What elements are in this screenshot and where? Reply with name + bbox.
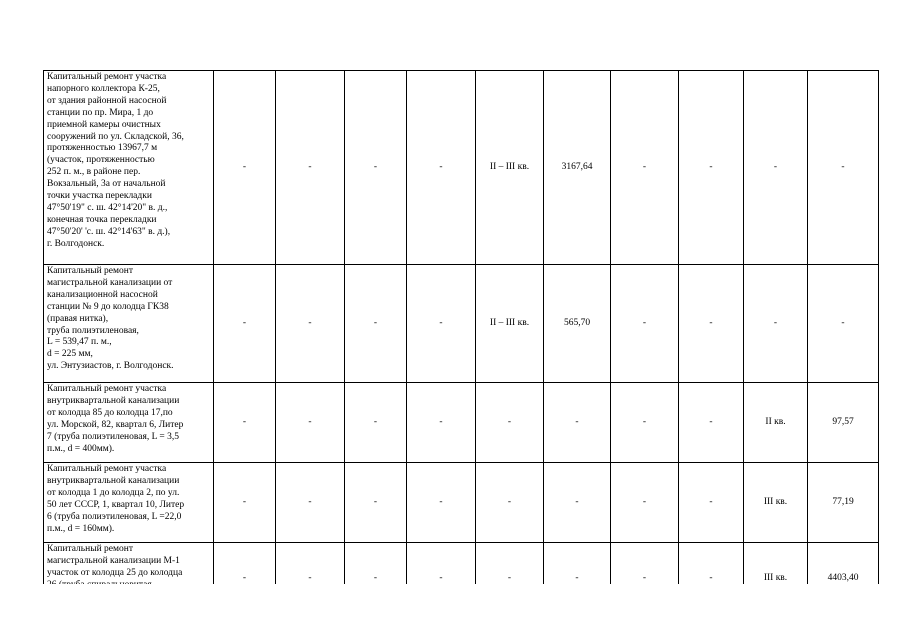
value-cell: 565,70 (544, 265, 611, 383)
description-line: Капитальный ремонт участка (47, 464, 167, 474)
description-line: Капитальный ремонт участка (47, 72, 167, 82)
description-line: L = 539,47 п. м., (47, 337, 112, 348)
value-cell: - (808, 71, 879, 265)
description-line: п.м., d = 160мм). (47, 523, 115, 534)
value-cell: - (214, 383, 276, 463)
table-row (44, 71, 879, 265)
description-line: г. Волгодонск. (47, 238, 105, 249)
value-cell: - (407, 383, 476, 463)
value-cell: - (611, 383, 679, 463)
table-row (44, 463, 879, 543)
description-line: 252 п. м., в районе пер. (47, 167, 141, 178)
value-cell: - (744, 71, 808, 265)
value-cell: - (276, 543, 345, 616)
value-cell: - (345, 463, 407, 543)
description-line: (правая нитка), (47, 313, 109, 324)
value-cell: - (476, 543, 544, 616)
value-cell: - (214, 543, 276, 616)
work-description-cell (44, 383, 214, 463)
value-cell: - (345, 265, 407, 383)
value-cell: - (611, 463, 679, 543)
page-bottom-margin (0, 584, 905, 640)
description-line: 6 (труба полиэтиленовая, L =22,0 (47, 511, 182, 522)
description-line: 47°50'20' 'с. ш. 42°14'63" в. д.), (47, 226, 171, 237)
value-cell: - (407, 463, 476, 543)
description-line: конечная точка перекладки (47, 214, 157, 225)
value-cell: - (276, 265, 345, 383)
value-cell: - (214, 463, 276, 543)
value-cell: - (345, 543, 407, 616)
description-line: ул. Энтузиастов, г. Волгодонск. (47, 361, 174, 372)
description-line: внутриквартальной канализации (47, 395, 180, 406)
table-row (44, 265, 879, 383)
description-line: (участок, протяженностью (47, 155, 155, 166)
value-cell: 77,19 (808, 463, 879, 543)
description-line: 7 (труба полиэтиленовая, L = 3,5 (47, 431, 179, 442)
value-cell: II кв. (744, 383, 808, 463)
value-cell: - (679, 543, 744, 616)
value-cell: - (544, 383, 611, 463)
description-line: Вокзальный, 3а от начальной (47, 179, 166, 190)
description-line: внутриквартальной канализации (47, 475, 180, 486)
value-cell: - (407, 543, 476, 616)
description-line: Капитальный ремонт (47, 266, 134, 276)
value-cell: - (276, 383, 345, 463)
value-cell: 97,57 (808, 383, 879, 463)
description-line: участок от колодца 25 до колодца (47, 567, 183, 578)
description-line: ул. Морской, 82, квартал 6, Литер (47, 419, 184, 430)
value-cell: - (276, 71, 345, 265)
description-line: протяженностью 13967,7 м (47, 143, 158, 154)
value-cell: 3167,64 (544, 71, 611, 265)
value-cell: - (544, 543, 611, 616)
description-line: магистральной канализации от (47, 277, 173, 288)
value-cell: 4403,40 (808, 543, 879, 616)
value-cell: - (214, 71, 276, 265)
value-cell: III кв. (744, 543, 808, 616)
value-cell: - (611, 265, 679, 383)
description-line: Капитальный ремонт (47, 544, 134, 554)
description-line: d = 225 мм, (47, 349, 93, 360)
description-line: канализационной насосной (47, 289, 158, 300)
description-line: станции № 9 до колодца ГК38 (47, 301, 169, 312)
value-cell: - (476, 383, 544, 463)
description-line: Капитальный ремонт участка (47, 384, 167, 394)
description-line: 50 лет СССР, 1, квартал 10, Литер (47, 499, 185, 510)
work-description-cell (44, 71, 214, 265)
description-line: п.м., d = 400мм). (47, 443, 115, 454)
description-line: приемной камеры очистных (47, 119, 161, 130)
description-line: от колодца 1 до колодца 2, по ул. (47, 487, 180, 498)
description-line: станции по пр. Мира, 1 до (47, 107, 154, 118)
value-cell: - (345, 71, 407, 265)
value-cell: - (611, 543, 679, 616)
value-cell: - (407, 71, 476, 265)
value-cell: - (476, 463, 544, 543)
value-cell: II – III кв. (476, 71, 544, 265)
description-line: напорного коллектора К-25, (47, 83, 160, 94)
value-cell: - (407, 265, 476, 383)
value-cell: - (679, 463, 744, 543)
value-cell: - (544, 463, 611, 543)
value-cell: - (679, 265, 744, 383)
work-description-cell (44, 463, 214, 543)
value-cell: - (276, 463, 345, 543)
works-table (43, 70, 879, 616)
value-cell: - (611, 71, 679, 265)
description-line: от здания районной насосной (47, 95, 167, 106)
description-line: сооружений по ул. Складской, 36, (47, 131, 184, 142)
value-cell: - (808, 265, 879, 383)
description-line: точки участка перекладки (47, 191, 152, 202)
value-cell: III кв. (744, 463, 808, 543)
description-line: магистральной канализации М-1 (47, 555, 180, 566)
description-line: от колодца 85 до колодца 17,по (47, 407, 173, 418)
description-line: 47°50'19" с. ш. 42°14'20" в. д., (47, 202, 168, 213)
value-cell: - (744, 265, 808, 383)
work-description-cell (44, 265, 214, 383)
value-cell: - (679, 71, 744, 265)
value-cell: II – III кв. (476, 265, 544, 383)
table-row (44, 383, 879, 463)
value-cell: - (214, 265, 276, 383)
description-line: труба полиэтиленовая, (47, 325, 139, 336)
value-cell: - (679, 383, 744, 463)
value-cell: - (345, 383, 407, 463)
